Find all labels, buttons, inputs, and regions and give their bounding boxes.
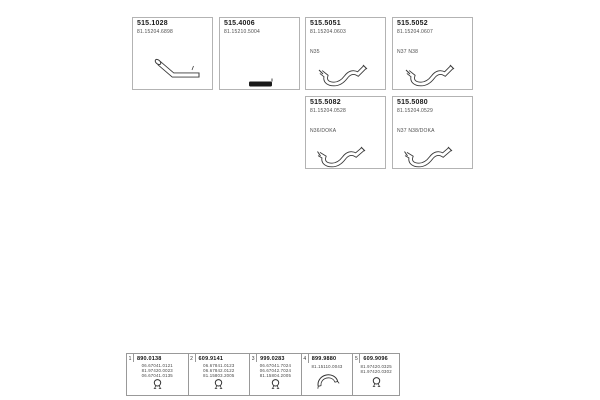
legend-cell-5[interactable] <box>353 354 399 395</box>
fitting-kit-legend <box>126 353 400 396</box>
part-number: 515.5052 <box>397 20 428 27</box>
oem-number: 81.15204.0603 <box>310 29 346 35</box>
legend-part-number: 609.9096 <box>363 355 388 362</box>
oem-number: 81.15204.0529 <box>397 108 433 114</box>
part-box-515-5051[interactable] <box>305 17 386 90</box>
legend-index: 5 <box>353 354 360 363</box>
legend-line: 06.67841.0123 <box>203 362 235 368</box>
u-bolt-clamp-icon <box>270 378 281 396</box>
curved-pipe-drawing <box>314 145 372 174</box>
part-number: 515.5051 <box>310 20 341 27</box>
oem-number: 81.15210.5004 <box>224 29 260 35</box>
legend-cell-2[interactable] <box>189 354 251 395</box>
legend-line: 81.15110.0043 <box>311 364 343 369</box>
curved-pipe-drawing <box>401 145 459 174</box>
saddle-clamp-icon <box>313 371 341 394</box>
legend-line: 06.67042.7024 <box>259 367 292 373</box>
legend-part-number: 899.9880 <box>311 355 337 362</box>
part-box-515-4006[interactable] <box>219 17 300 90</box>
part-number: 515.1028 <box>137 20 168 27</box>
curved-pipe-drawing <box>403 64 461 93</box>
legend-index: 3 <box>250 354 257 362</box>
legend-index: 4 <box>302 354 309 363</box>
part-number: 515.5082 <box>310 99 341 106</box>
legend-line: 06.67041.0135 <box>141 372 173 378</box>
legend-index: 2 <box>189 354 196 362</box>
u-bolt-clamp-icon <box>213 378 224 396</box>
straight-pipe-drawing <box>246 76 280 94</box>
legend-line: 06.67842.0122 <box>203 367 235 373</box>
legend-index: 1 <box>127 354 134 362</box>
part-number: 515.5080 <box>397 99 428 106</box>
legend-line: 81.97420.0302 <box>360 369 392 374</box>
curved-pipe-drawing <box>316 64 374 93</box>
model-codes: N37 N38/DOKA <box>397 128 435 134</box>
legend-line: 81.15803.2005 <box>203 372 235 378</box>
legend-line: 06.67041.0121 <box>141 362 173 368</box>
oem-number: 81.15204.0607 <box>397 29 433 35</box>
legend-part-number: 999.0283 <box>260 355 285 362</box>
part-box-515-1028[interactable] <box>132 17 213 90</box>
legend-line: 81.15804.2005 <box>259 372 292 378</box>
part-box-515-5052[interactable] <box>392 17 473 90</box>
u-bolt-clamp-icon <box>152 378 163 396</box>
part-number: 515.4006 <box>224 20 255 27</box>
legend-line: 06.67041.7024 <box>259 362 292 368</box>
legend-line: 81.97420.0023 <box>141 367 173 373</box>
part-box-515-5080[interactable] <box>392 96 473 169</box>
model-codes: N35 <box>310 49 320 55</box>
legend-part-number: 609.9141 <box>198 355 224 362</box>
oem-number: 81.15204.0528 <box>310 108 346 114</box>
model-codes: N36/DOKA <box>310 128 337 134</box>
legend-part-number: 890.0138 <box>137 355 162 362</box>
legend-cell-4[interactable] <box>302 354 354 395</box>
model-codes: N37 N38 <box>397 49 419 55</box>
legend-cell-1[interactable] <box>127 354 189 395</box>
part-box-515-5082[interactable] <box>305 96 386 169</box>
legend-cell-3[interactable] <box>250 354 302 395</box>
angled-pipe-drawing <box>147 58 211 89</box>
u-bolt-clamp-icon <box>371 376 382 394</box>
oem-number: 81.15204.6898 <box>137 29 173 35</box>
legend-line: 81.97420.0325 <box>360 364 392 369</box>
